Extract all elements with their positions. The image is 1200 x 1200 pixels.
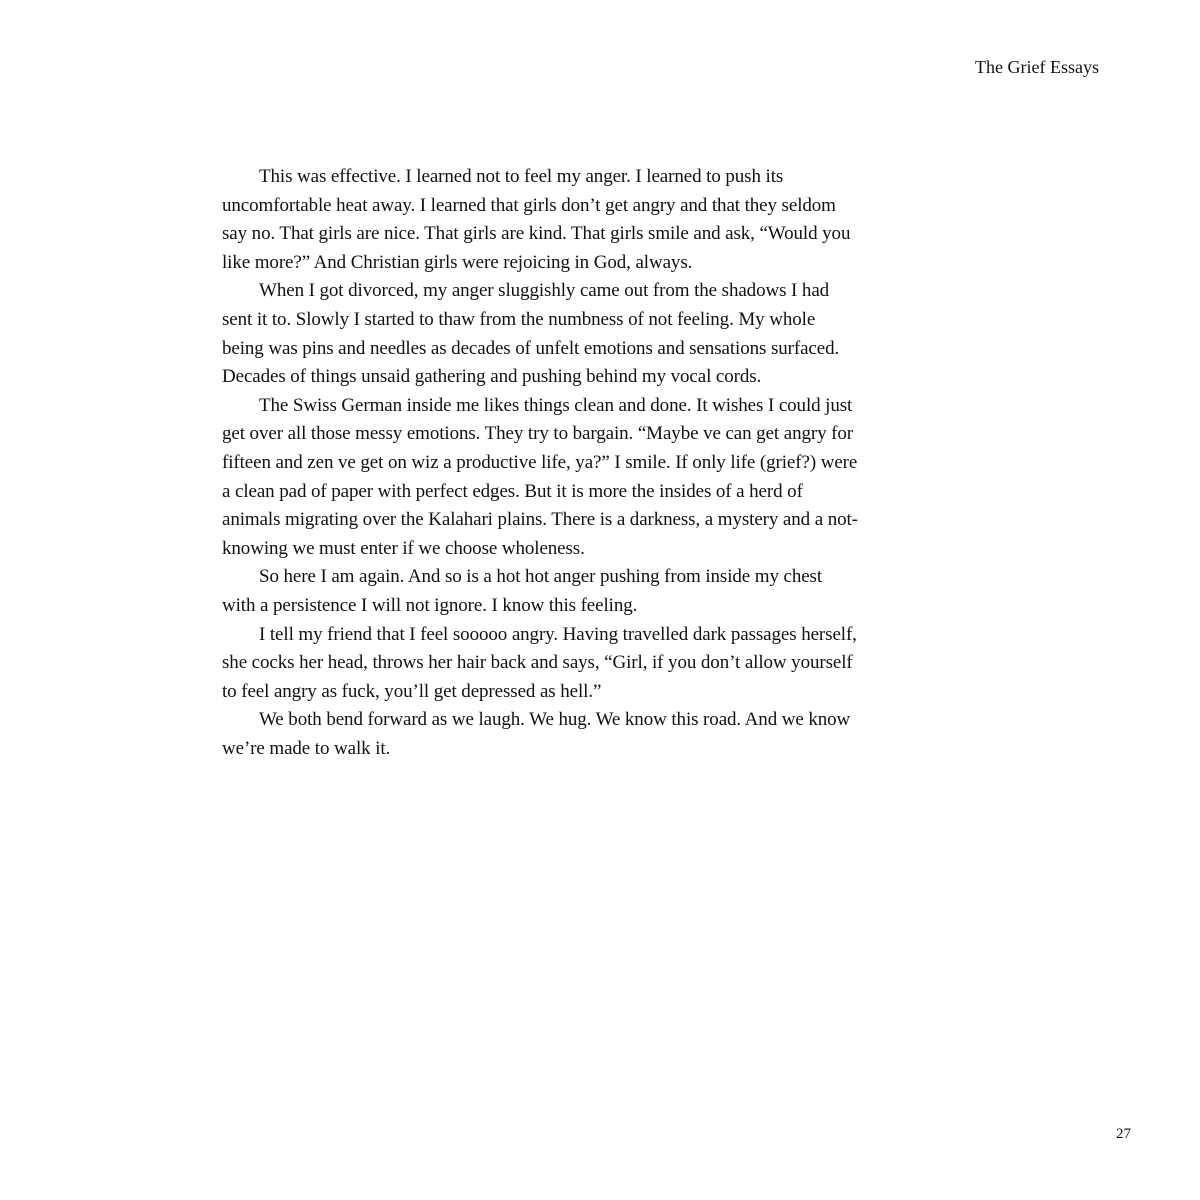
text-line: sent it to. Slowly I started to thaw from the numbness of not feeling. My whole — [222, 308, 816, 330]
paragraph-1 — [222, 163, 908, 277]
text-line: being was pins and needles as decades of unfelt emotions and sensations surfaced. — [222, 337, 840, 359]
text-line: animals migrating over the Kalahari plains. There is a darkness, a mystery and a not- — [222, 509, 858, 531]
text-line: with a persistence I will not ignore. I know this feeling. — [222, 594, 638, 616]
text-line: we’re made to walk it. — [222, 737, 391, 759]
text-line: So here I am again. And so is a hot hot anger pushing from inside my chest — [259, 566, 823, 588]
page-number: 27 — [1116, 1126, 1131, 1142]
text-line: This was effective. I learned not to feel my anger. I learned to push its — [259, 166, 784, 187]
paragraph-2 — [222, 277, 908, 391]
text-line: get over all those messy emotions. They try to bargain. “Maybe ve can get angry for — [222, 423, 854, 445]
paragraph-4 — [222, 563, 908, 620]
text-line: like more?” And Christian girls were rejoicing in God, always. — [222, 251, 693, 273]
text-line: fifteen and zen ve get on wiz a productive life, ya?” I smile. If only life (grief?) were — [222, 451, 858, 473]
page-body — [222, 163, 908, 763]
text-line: When I got divorced, my anger sluggishly came out from the shadows I had — [259, 280, 830, 302]
text-line: I tell my friend that I feel sooooo angry. Having travelled dark passages herself, — [259, 623, 857, 645]
text-line: uncomfortable heat away. I learned that girls don’t get angry and that they seldom — [222, 194, 836, 216]
text-line: knowing we must enter if we choose wholeness. — [222, 537, 585, 559]
text-line: Decades of things unsaid gathering and pushing behind my vocal cords. — [222, 366, 762, 388]
paragraph-3 — [222, 392, 908, 564]
text-line: say no. That girls are nice. That girls are kind. That girls smile and ask, “Would you — [222, 223, 851, 245]
paragraph-5 — [222, 621, 908, 707]
text-line: a clean pad of paper with perfect edges. But it is more the insides of a herd of — [222, 480, 803, 502]
text-line: she cocks her head, throws her hair back and says, “Girl, if you don’t allow yourself — [222, 652, 853, 674]
text-line: We both bend forward as we laugh. We hug. We know this road. And we know — [259, 709, 851, 731]
text-line: The Swiss German inside me likes things clean and done. It wishes I could just — [259, 394, 853, 416]
text-line: to feel angry as fuck, you’ll get depressed as hell.” — [222, 680, 602, 702]
paragraph-6 — [222, 706, 908, 763]
running-header-title: The Grief Essays — [975, 57, 1099, 77]
